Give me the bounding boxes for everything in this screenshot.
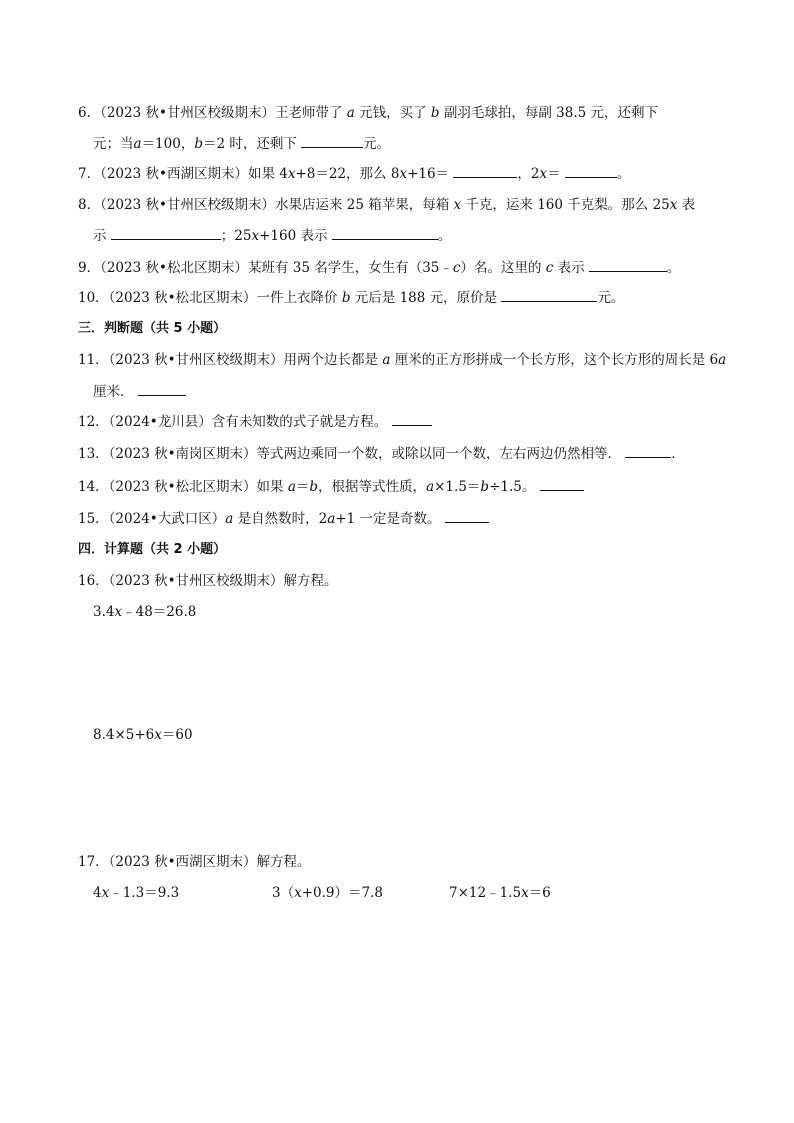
answer-blank[interactable] <box>453 164 517 178</box>
q9-text: 9．（2023 秋•松北区期末）某班有 35 名学生，女生有（35﹣ <box>78 260 453 276</box>
eq-text: 3（ <box>272 885 295 901</box>
q10-var-b: b <box>341 290 351 306</box>
q7-text: 7．（2023 秋•西湖区期末）如果 4 <box>78 166 288 182</box>
q10-text: 10．（2023 秋•松北区期末）一件上衣降价 <box>78 290 342 306</box>
q6-var-a: a <box>346 105 355 121</box>
q6-text: 6．（2023 秋•甘州区校级期末）王老师带了 <box>78 105 347 121</box>
q8-text: 示 <box>93 228 111 244</box>
q6-text: ＝2 时，还剩下 <box>203 136 302 152</box>
q6-var-b: b <box>430 105 440 121</box>
section-heading-judgement: 三．判断题（共 5 小题） <box>78 321 227 336</box>
q15-text: +1 一定是奇数。 <box>335 511 445 527</box>
q11-text: 厘米的正方形拼成一个长方形，这个长方形的周长是 6 <box>390 352 719 368</box>
q9-var-c: c <box>452 260 461 276</box>
q12-text: 12．（2024•龙川县）含有未知数的式子就是方程。 <box>78 414 392 430</box>
q11-var-a: a <box>718 352 727 368</box>
q9-text: 。 <box>666 260 681 276</box>
q14-text: ＝ <box>295 479 310 495</box>
q7-var-x: x <box>399 166 408 182</box>
eq-text: ﹣1.3＝9.3 <box>109 885 180 901</box>
q13-text: ． <box>671 446 685 462</box>
q15-text: 是自然数时，2 <box>233 511 328 527</box>
q15-var-a: a <box>225 511 234 527</box>
q6-var-a: a <box>133 136 142 152</box>
q11-var-a: a <box>382 352 391 368</box>
answer-blank[interactable] <box>589 258 667 272</box>
eq-text: 8.4×5+6 <box>93 727 155 743</box>
question-6-line-2 <box>93 134 390 153</box>
eq-text: +0.9）＝7.8 <box>301 885 383 901</box>
q9-text: 表示 <box>553 260 589 276</box>
answer-blank[interactable] <box>392 412 432 426</box>
q8-text: 千克，运来 160 千克梨。那么 25 <box>461 197 670 213</box>
question-14 <box>78 477 584 496</box>
q7-var-x: x <box>287 166 296 182</box>
question-13 <box>78 444 685 463</box>
eq-var-x: x <box>101 885 110 901</box>
question-10 <box>78 288 624 307</box>
answer-blank[interactable] <box>111 226 221 240</box>
eq-text: ＝6 <box>528 885 551 901</box>
q7-text: +8＝22，那么 8 <box>295 166 400 182</box>
q8-var-x: x <box>251 228 260 244</box>
answer-blank[interactable] <box>540 477 584 491</box>
q14-text: ，根据等式性质， <box>318 479 427 495</box>
q9-var-c: c <box>545 260 554 276</box>
question-12 <box>78 412 432 431</box>
q8-text: 8．（2023 秋•甘州区校级期末）水果店运来 25 箱苹果，每箱 <box>78 197 454 213</box>
q14-text: ×1.5＝ <box>434 479 481 495</box>
question-7 <box>78 164 630 183</box>
q17-equation-3 <box>449 884 551 902</box>
section-heading-calculation: 四．计算题（共 2 小题） <box>78 542 227 557</box>
eq-var-x: x <box>114 604 123 620</box>
answer-blank[interactable] <box>565 164 617 178</box>
eq-text: 7×12﹣1.5 <box>449 885 522 901</box>
q16-equation-2 <box>93 726 193 744</box>
q6-text: 元；当 <box>93 136 134 152</box>
answer-blank[interactable] <box>301 134 363 148</box>
question-16-title: 16．（2023 秋•甘州区校级期末）解方程。 <box>78 573 338 589</box>
q7-var-x: x <box>539 166 548 182</box>
answer-blank[interactable] <box>625 444 671 458</box>
q7-text: ＝ <box>547 166 565 182</box>
q15-text: 15．（2024•大武口区） <box>78 511 226 527</box>
q6-text: 元。 <box>363 136 391 152</box>
q8-var-x: x <box>669 197 678 213</box>
q15-var-a: a <box>327 511 336 527</box>
q8-text: 表 <box>677 197 696 213</box>
question-11-line-2 <box>93 382 186 401</box>
question-9 <box>78 258 680 277</box>
q17-equation-1 <box>93 884 179 902</box>
q7-text: 。 <box>616 166 631 182</box>
eq-var-x: x <box>294 885 302 901</box>
q14-text: ÷1.5。 <box>489 479 540 495</box>
question-8-line-2 <box>93 226 451 245</box>
question-6-line-1 <box>78 104 658 122</box>
q6-text: 元钱，买了 <box>354 105 431 121</box>
eq-text: ﹣48＝26.8 <box>122 604 197 620</box>
q8-text: +160 表示 <box>259 228 332 244</box>
q8-text: 。 <box>437 228 452 244</box>
eq-var-x: x <box>154 727 162 743</box>
q8-text: ；25 <box>220 228 252 244</box>
eq-text: ＝60 <box>161 727 193 743</box>
question-15 <box>78 509 489 528</box>
answer-blank[interactable] <box>332 226 438 240</box>
q9-text: ）名。这里的 <box>460 260 546 276</box>
q14-var-a: a <box>287 479 296 495</box>
q13-text: 13．（2023 秋•南岗区期末）等式两边乘同一个数，或除以同一个数，左右两边仍然相等． <box>78 446 626 462</box>
eq-var-x: x <box>521 885 529 901</box>
q7-text: ，2 <box>517 166 540 182</box>
q14-var-b: b <box>480 479 490 495</box>
question-11-line-1 <box>78 351 726 369</box>
q11-text: 厘米． <box>93 384 134 400</box>
q11-text: 11．（2023 秋•甘州区校级期末）用两个边长都是 <box>78 352 383 368</box>
q17-equation-2 <box>272 884 383 902</box>
eq-text: 4 <box>93 885 102 901</box>
q6-var-b: b <box>194 136 203 152</box>
q6-text: ＝100， <box>141 136 195 152</box>
q8-var-x: x <box>453 197 462 213</box>
q14-var-b: b <box>309 479 319 495</box>
answer-blank[interactable] <box>138 382 186 396</box>
q7-text: +16＝ <box>407 166 454 182</box>
answer-blank[interactable] <box>501 288 597 302</box>
q14-var-a: a <box>426 479 435 495</box>
answer-blank[interactable] <box>445 509 489 523</box>
q14-text: 14．（2023 秋•松北区期末）如果 <box>78 479 288 495</box>
question-17-title: 17．（2023 秋•西湖区期末）解方程。 <box>78 854 311 870</box>
q10-text: 元。 <box>597 290 625 306</box>
eq-text: 3.4 <box>93 604 115 620</box>
q6-text: 副羽毛球拍，每副 38.5 元，还剩下 <box>439 105 658 121</box>
q16-equation-1 <box>93 603 196 621</box>
q10-text: 元后是 188 元，原价是 <box>350 290 502 306</box>
question-8-line-1 <box>78 196 695 214</box>
